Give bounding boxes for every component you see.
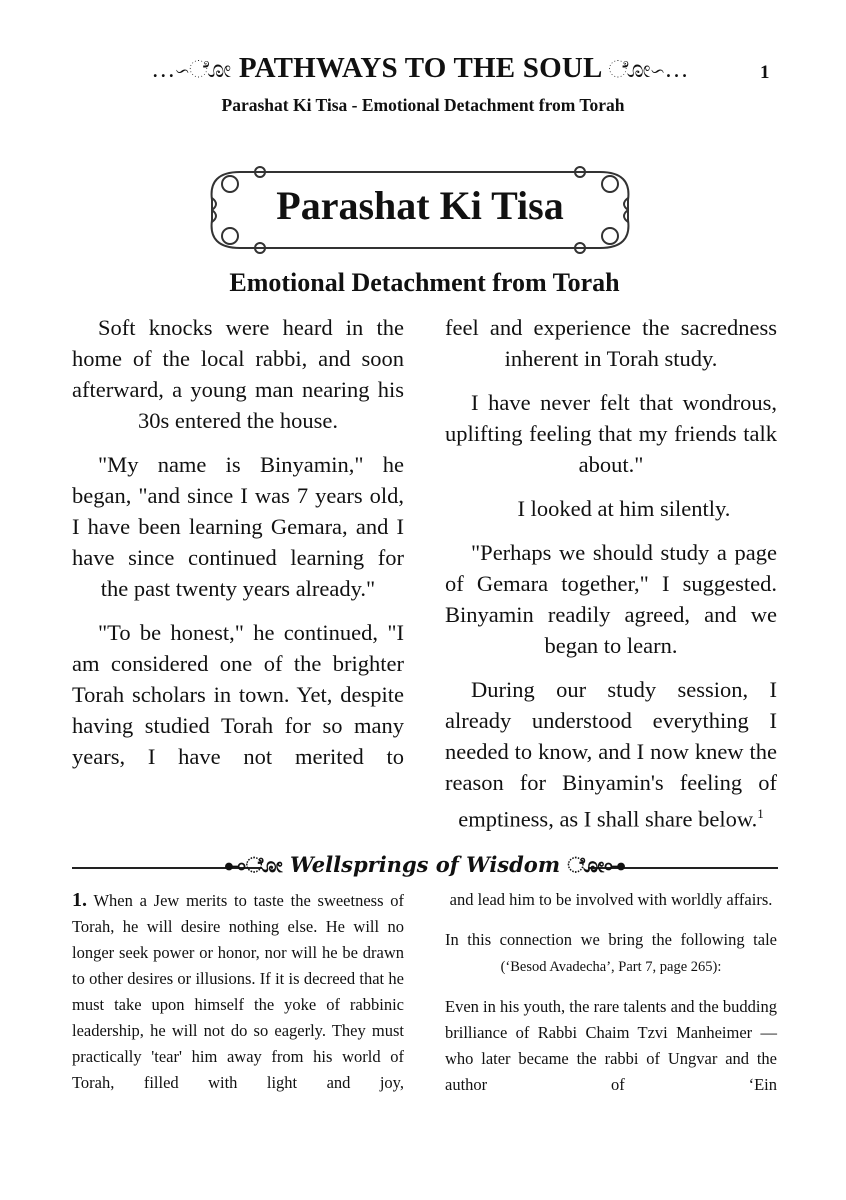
running-header [120,52,720,85]
footnote-reference[interactable]: 1 [757,806,764,821]
article-heading: Emotional Detachment from Torah [229,268,620,297]
footnote-section-title: ⊷ೋ Wellsprings of Wisdom ೋ⊶ [224,852,626,877]
title-frame [200,160,640,260]
ornament-icon: ⊷ೋ [224,852,290,877]
body-column-1 [72,312,404,785]
page-number: 1 [760,62,770,83]
paragraph: "My name is Binyamin," he began, "and since I was 7 years old, I have been learning Gemara, and I have since continued learning for the past twenty years already." [72,452,404,601]
footnote-paragraph: Even in his youth, the rare talents and the budding brilliance of Rabbi Chaim Tzvi Manheimer — who later became the rabbi of Ungvar and the author of ‘Ein [445,997,777,1094]
paragraph-text: During our study session, I already understood everything I needed to know, and I now knew the reason for Binyamin's feeling of emptiness, as I shall share below. [445,677,777,832]
footnote-divider [72,852,778,882]
footnote-number: 1. [72,889,87,911]
right-ornament-icon: ೋ∽… [608,57,689,83]
source-citation: (‘Besod Avadecha’, Part 7, page 265): [500,959,722,975]
page-title: Parashat Ki Tisa [276,183,564,228]
body-column-2 [445,312,777,848]
paragraph: Soft knocks were heard in the home of the local rabbi, and soon afterward, a young man nearing his 30s entered the house. [72,315,404,433]
footnote-paragraph: In this connection we bring the following tale (‘Besod Avadecha’, Part 7, page 265): [445,930,777,975]
paragraph: I looked at him silently. [517,496,731,521]
footnote-column-1 [72,887,404,1110]
footnote-paragraph: and lead him to be involved with worldly affairs. [449,890,773,909]
paragraph: "To be honest," he continued, "I am considered one of the brighter Torah scholars in town. Yet, despite having studied Torah for so many years, I have not merited to [72,620,404,769]
paragraph: "Perhaps we should study a page of Gemara together," I suggested. Binyamin readily agreed, and we began to learn. [445,540,777,658]
paragraph: feel and experience the sacredness inherent in Torah study. [445,315,777,371]
footnote-text: When a Jew merits to taste the sweetness of Torah, he will desire nothing else. He will no longer seek power or honor, nor will he be drawn to other desires or illusions. If it is decreed that he must take upon himself the yoke of rabbinic leadership, he will not do so eagerly. They must practically 'tear' him away from his world of Torah, filled with light and joy, [72,891,404,1092]
paragraph [445,674,777,835]
paragraph: I have never felt that wondrous, uplifting feeling that my friends talk about." [445,390,777,477]
left-ornament-icon: …∽ೋ [151,57,232,83]
running-title: PATHWAYS TO THE SOUL [238,52,601,84]
footnote [72,887,404,1096]
footnote-column-2 [445,887,777,1112]
ornament-icon: ೋ⊶ [560,852,626,877]
running-subheading: Parashat Ki Tisa - Emotional Detachment from Torah [221,95,625,115]
